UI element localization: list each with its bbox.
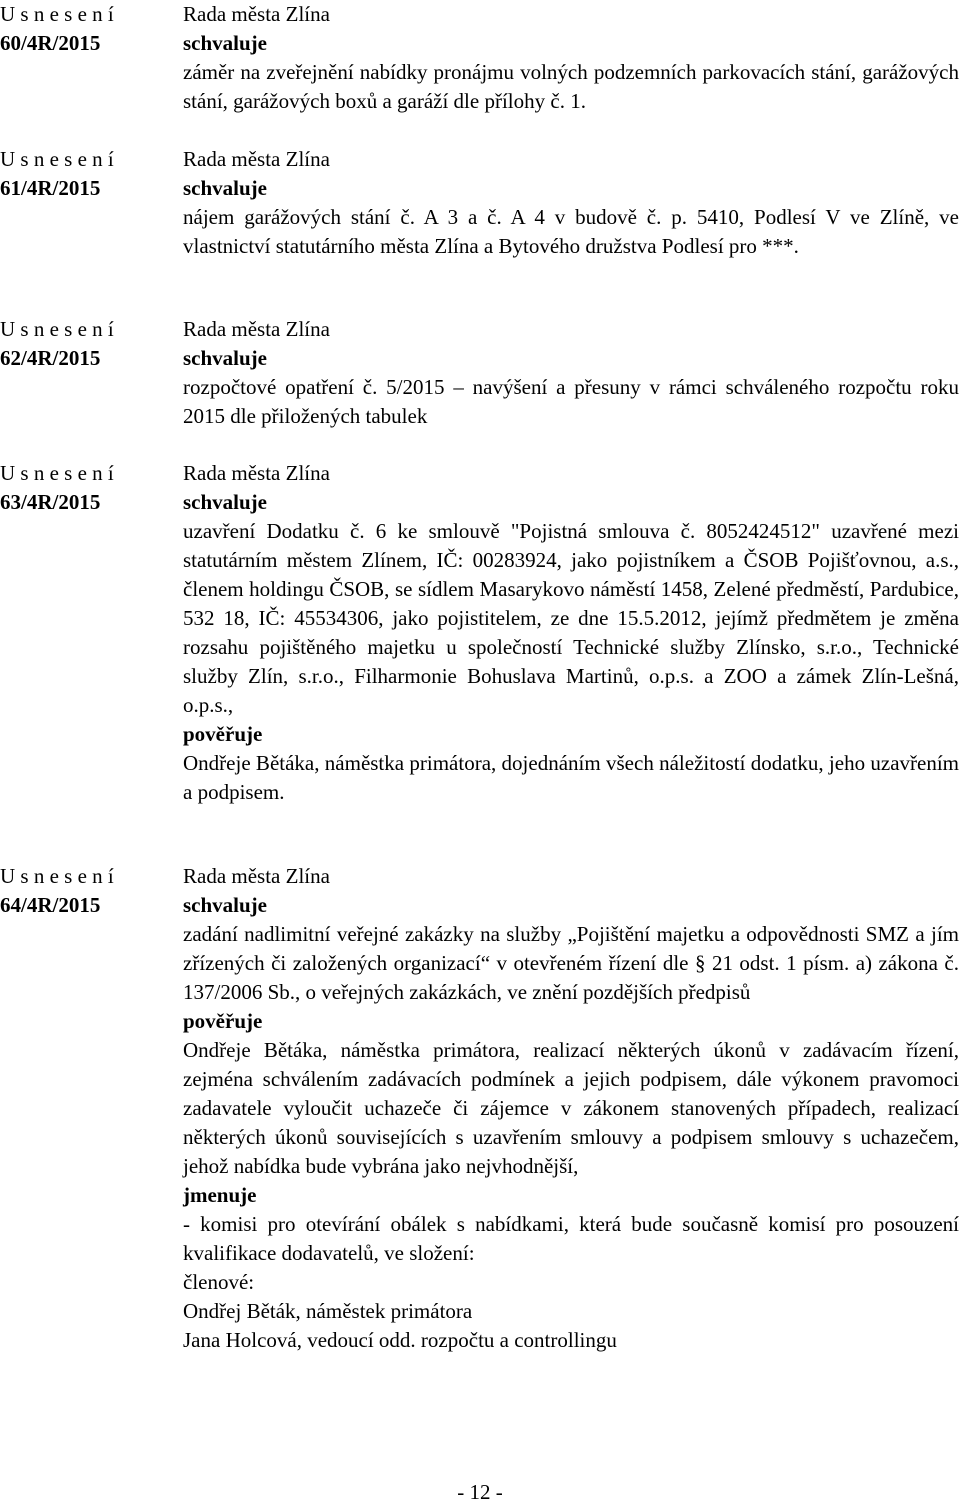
resolution-text-authorization: Ondřeje Bětáka, náměstka primátora, dojednáním všech náležitostí dodatku, jeho uzavřením a podpisem. [183,751,959,804]
resolution-title: U s n e s e n í [0,864,114,888]
members-label: členové: [183,1270,255,1294]
resolution-label [0,862,170,920]
resolution-content [183,145,959,261]
verb-approves: schvaluje [183,893,267,917]
resolution-number: 61/4R/2015 [0,176,101,200]
resolution-content [183,315,959,431]
council-name: Rada města Zlína [183,2,330,26]
resolution-number: 60/4R/2015 [0,31,101,55]
resolution-label [0,459,170,517]
resolution-text: zadání nadlimitní veřejné zakázky na služby „Pojištění majetku a odpovědnosti SMZ a jím zřízených či založených organizací“ v otevřeném řízení dle § 21 odst. 1 písm. a) zákona č. 137/2006 Sb., o veřejných zakázkách, ve znění pozdějších předpisů [183,922,959,1004]
resolution-number: 63/4R/2015 [0,490,101,514]
resolution-text-authorization: Ondřeje Bětáka, náměstka primátora, realizací některých úkonů v zadávacím řízení, zejména schválením zadávacích podmínek a jejich podpisem, dále výkonem pravomoci zadavatele vyloučit uchazeče či zájemce v zákonem stanovených případech, realizací některých úkonů souvisejících s uzavřením smlouvy a podpisem smlouvy s uchazečem, jehož nabídka bude vybrána jako nejvhodnější, [183,1038,959,1178]
verb-authorizes: pověřuje [183,722,263,746]
resolution-text: uzavření Dodatku č. 6 ke smlouvě "Pojistná smlouva č. 8052424512" uzavřené mezi statutárním městem Zlínem, IČ: 00283924, jako pojistníkem a ČSOB Pojišťovnou, a.s., členem holdingu ČSOB, se sídlem Masarykovo náměstí 1458, Zelené předměstí, Pardubice, 532 18, IČ: 45534306, jako pojistitelem, ze dne 15.5.2012, jejímž předmětem je změna rozsahu pojištěného majetku u společností Technické služby Zlínsko, s.r.o., Technické služby Zlín, s.r.o., Filharmonie Bohuslava Martinů, o.p.s. a ZOO a zámek Zlín-Lešná, o.p.s., [183,519,959,717]
member-item: Jana Holcová, vedoucí odd. rozpočtu a controllingu [183,1328,617,1352]
verb-approves: schvaluje [183,31,267,55]
verb-approves: schvaluje [183,490,267,514]
resolution-label [0,315,170,373]
resolution-title: U s n e s e n í [0,2,114,26]
resolution-title: U s n e s e n í [0,317,114,341]
council-name: Rada města Zlína [183,147,330,171]
resolution-text-commission: - komisi pro otevírání obálek s nabídkami, která bude současně komisí pro posouzení kvalifikace dodavatelů, ve složení: [183,1212,959,1265]
resolution-label [0,145,170,203]
page-number: - 12 - [457,1480,503,1504]
council-name: Rada města Zlína [183,461,330,485]
verb-approves: schvaluje [183,176,267,200]
resolution-label [0,0,170,58]
resolution-number: 62/4R/2015 [0,346,101,370]
resolution-content [183,862,959,1355]
resolution-text: rozpočtové opatření č. 5/2015 – navýšení a přesuny v rámci schváleného rozpočtu roku 2015 dle přiložených tabulek [183,375,959,428]
resolution-title: U s n e s e n í [0,461,114,485]
resolution-content [183,0,959,116]
resolution-number: 64/4R/2015 [0,893,101,917]
council-name: Rada města Zlína [183,317,330,341]
verb-approves: schvaluje [183,346,267,370]
resolution-text: nájem garážových stání č. A 3 a č. A 4 v budově č. p. 5410, Podlesí V ve Zlíně, ve vlastnictví statutárního města Zlína a Bytového družstva Podlesí pro ***. [183,205,959,258]
resolution-title: U s n e s e n í [0,147,114,171]
verb-authorizes: pověřuje [183,1009,263,1033]
resolution-text: záměr na zveřejnění nabídky pronájmu volných podzemních parkovacích stání, garážových stání, garážových boxů a garáží dle přílohy č. 1. [183,60,959,113]
member-item: Ondřej Běták, náměstek primátora [183,1299,473,1323]
resolution-content [183,459,959,807]
council-name: Rada města Zlína [183,864,330,888]
verb-appoints: jmenuje [183,1183,257,1207]
